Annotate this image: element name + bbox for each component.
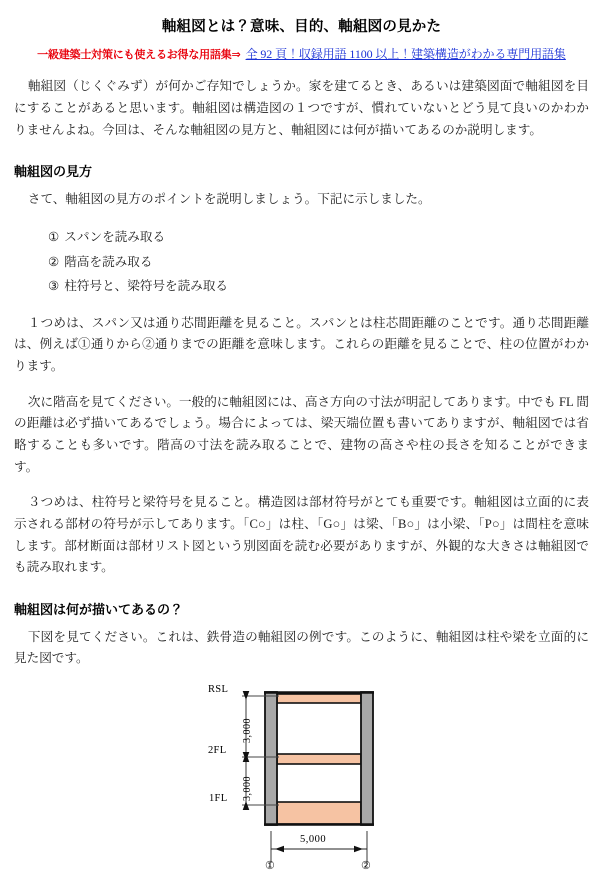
section1-paragraph-3: ３つめは、柱符号と梁符号を見ること。構造図は部材符号がとても重要です。軸組図は立面的に表示される部材の符号が示してあります。「C○」は柱、「G○」は梁、「B○」は小梁、「P○」は間柱を意味します。部材断面は部材リスト図という別図面を読む必要がありますが、外観的な大きさは軸組図でも読み取れます。 bbox=[14, 495, 589, 575]
list-item-number: ① bbox=[48, 229, 60, 244]
list-item-number: ② bbox=[48, 254, 60, 269]
points-list bbox=[0, 225, 603, 299]
promo-banner bbox=[0, 47, 603, 63]
level-label-2fl: 2FL bbox=[208, 745, 227, 757]
promo-link[interactable]: 全 92 頁！収録用語 1100 以上！建築構造がわかる専門用語集 bbox=[245, 46, 566, 61]
spacer bbox=[0, 378, 603, 392]
section1-paragraph-2: 次に階高を見てください。一般的に軸組図には、高さ方向の寸法が明記してあります。中でも FL 間の距離は必ず描いてあるでしょう。場合によっては、梁天端位置も書いてありますが、軸組図では省略することも多いです。階高の寸法を読み取ることで、建物の高さや柱の長さを知ることができます。 bbox=[14, 394, 589, 474]
spacer bbox=[0, 141, 603, 161]
spacer bbox=[0, 211, 603, 225]
dim-arrow-left bbox=[275, 846, 284, 853]
section1-paragraph-1: １つめは、スパン又は通り芯間距離を見ること。スパンとは柱芯間距離のことです。通り芯間距離は、例えば①通りから②通りまでの距離を意味します。これらの距離を見ることで、柱の位置がわかります。 bbox=[14, 315, 589, 373]
spacer bbox=[0, 670, 603, 679]
frame-elevation-figure-wrapper bbox=[0, 679, 603, 874]
second-floor-beam bbox=[277, 754, 361, 764]
roof-beam bbox=[277, 694, 361, 703]
dim-arrow-1fl bbox=[243, 801, 250, 810]
spacer bbox=[0, 618, 603, 627]
promo-red-text: 一級建築士対策にも使えるお得な用語集⇒ bbox=[37, 48, 241, 61]
list-item bbox=[48, 274, 589, 299]
section2-paragraph-1: 下図を見てください。これは、鉄骨造の軸組図の例です。このように、軸組図は柱や梁を立面的に見た図です。 bbox=[14, 629, 589, 666]
spacer bbox=[0, 579, 603, 599]
list-item bbox=[48, 225, 589, 250]
frame-elevation-figure bbox=[204, 679, 434, 874]
section-heading-viewing: 軸組図の見方 bbox=[14, 164, 93, 180]
list-item-number: ③ bbox=[48, 279, 60, 294]
dim-arrow-right bbox=[354, 846, 363, 853]
list-item-label: 階高を読み取る bbox=[64, 254, 153, 269]
list-item-label: 柱符号と、梁符号を読み取る bbox=[64, 279, 229, 294]
list-item bbox=[48, 250, 589, 275]
grid-mark-1: ① bbox=[265, 860, 275, 873]
document-page bbox=[0, 10, 603, 873]
level-label-1fl: 1FL bbox=[209, 793, 228, 805]
spacer bbox=[0, 299, 603, 313]
ground-floor-slab bbox=[277, 802, 361, 824]
right-column bbox=[361, 692, 373, 825]
list-item-label: スパンを読み取る bbox=[64, 229, 166, 244]
dim-arrow-rsl bbox=[243, 691, 250, 700]
grid-mark-2: ② bbox=[361, 860, 371, 873]
horizontal-dim-span: 5,000 bbox=[300, 834, 327, 846]
spacer bbox=[0, 180, 603, 189]
section-heading-contents: 軸組図は何が描いてあるの？ bbox=[14, 601, 184, 617]
vertical-dim-lower: 3,000 bbox=[242, 776, 253, 802]
section1-lead: さて、軸組図の見方のポイントを説明しましょう。下記に示しました。 bbox=[27, 192, 431, 207]
intro-paragraph: 軸組図（じくぐみず）が何かご存知でしょうか。家を建てるとき、あるいは建築図面で軸組図を目にすることがあると思います。軸組図は構造図の１つですが、慣れていないとどう見て良いのかわかりませんよね。今回は、そんな軸組図の見方と、軸組図には何が描いてあるのか説明します。 bbox=[14, 79, 589, 137]
level-label-rsl: RSL bbox=[208, 684, 229, 696]
spacer bbox=[0, 62, 603, 76]
vertical-dim-upper: 3,000 bbox=[242, 718, 253, 744]
page-title: 軸組図とは？意味、目的、軸組図の見かた bbox=[161, 18, 442, 35]
spacer bbox=[0, 478, 603, 492]
